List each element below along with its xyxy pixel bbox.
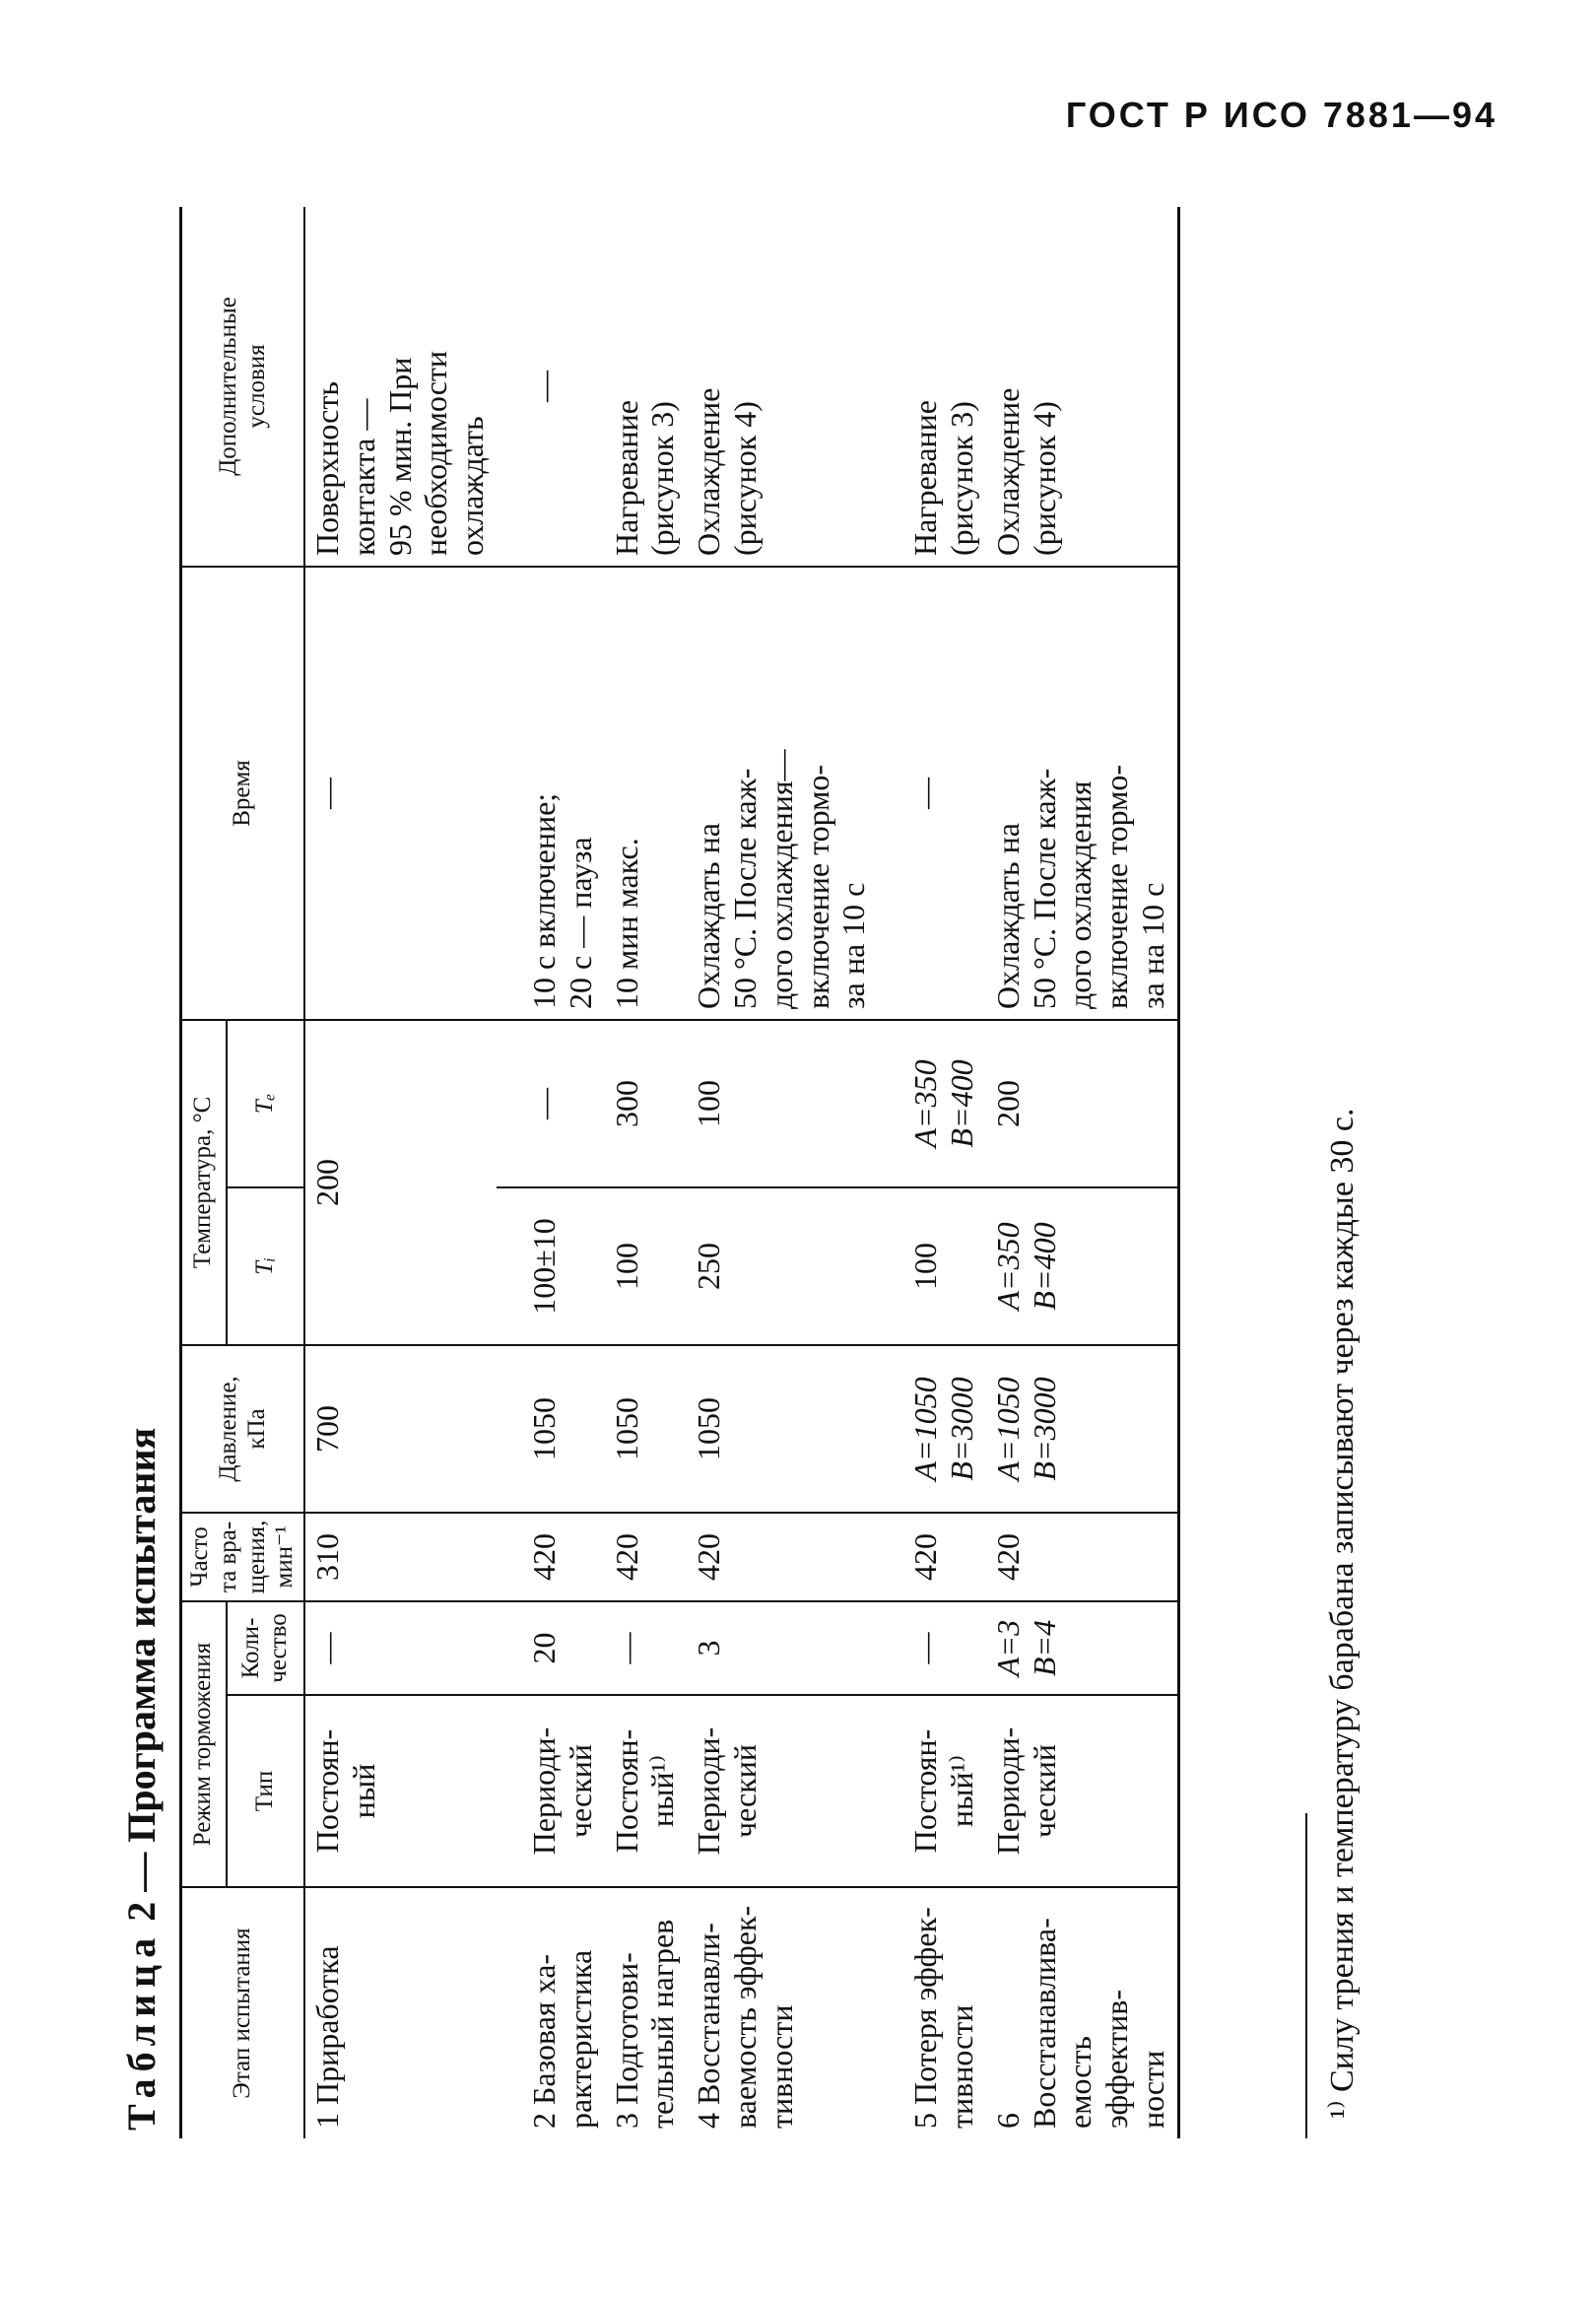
cell-pressure: A=1050 B=3000 [989, 1377, 1062, 1481]
table-footnote: ¹⁾ Силу трения и температуру барабана записывают через каждые 30 с. [1324, 1108, 1361, 2119]
document-header: ГОСТ Р ИСО 7881—94 [1065, 95, 1497, 135]
col-pressure-header: Давление, кПа [181, 1345, 305, 1513]
cell-type: Периоди- ческий [691, 1726, 763, 1856]
cell-time: — [907, 777, 944, 809]
footnote-separator [1305, 1813, 1307, 2138]
cell-count: A=3 B=4 [989, 1619, 1062, 1677]
cell-pressure: 1050 [525, 1396, 562, 1460]
table-row [687, 207, 878, 2138]
cell-ti: 200 [309, 1158, 345, 1206]
col-mode-count-header: Коли- чество [227, 1601, 304, 1695]
table-row [986, 207, 1178, 2138]
col-temp-te-header: Tₑ [227, 1020, 304, 1187]
col-temp-ti-header: Tᵢ [227, 1187, 304, 1345]
cell-stage: 4 Восстанавли- ваемость эффек- тивности [691, 1905, 799, 2129]
rotated-table-page [118, 197, 1419, 2138]
col-temp-group-header: Температура, °C [181, 1020, 227, 1345]
cell-extra: Поверхность контакта — 95 % мин. При необходимости охлаждать [309, 350, 491, 556]
cell-te: A=350 B=400 [907, 1059, 979, 1148]
cell-type: Периоди- ческий [989, 1726, 1062, 1856]
col-mode-group-header: Режим торможения [181, 1601, 227, 1887]
cell-extra: Нагревание (рисунок 3) [608, 400, 681, 556]
cell-extra: — [525, 370, 562, 402]
cell-type: Постоян- ный¹⁾ [608, 1728, 681, 1854]
cell-stage: 2 Базовая ха- рактеристика [525, 1949, 598, 2129]
cell-ti: 100±10 [525, 1218, 562, 1315]
test-program-table [179, 207, 1180, 2138]
cell-ti: 100 [907, 1242, 944, 1290]
table-row [497, 207, 605, 2138]
col-stage-header: Этап испытания [181, 1887, 305, 2138]
cell-extra: Охлаждение (рисунок 4) [691, 387, 763, 556]
cell-time: Охлаждать на 50 °C. После каж- дого охлаждения включение тормо- за на 10 с [989, 764, 1170, 1009]
cell-stage: 5 Потеря эффек- тивности [907, 1907, 979, 2129]
table-row [605, 207, 688, 2138]
cell-extra: Нагревание (рисунок 3) [907, 400, 979, 556]
cell-time: — [309, 777, 345, 809]
cell-type: Периоди- ческий [525, 1726, 598, 1856]
cell-freq: 310 [309, 1532, 345, 1581]
cell-te: 100 [691, 1079, 727, 1127]
cell-time: Охлаждать на 50 °C. После каж- дого охлаждения— включение тормо- за на 10 с [691, 749, 872, 1009]
cell-count: — [309, 1632, 345, 1664]
cell-count: — [608, 1632, 644, 1664]
cell-ti: A=350 B=400 [989, 1222, 1062, 1311]
cell-count: — [907, 1632, 944, 1664]
cell-freq: 420 [989, 1532, 1026, 1581]
col-freq-header: Часто та вра- щения, мин⁻¹ [181, 1513, 305, 1601]
cell-type: Постоян- ный¹⁾ [907, 1728, 979, 1854]
cell-pressure: 1050 [608, 1396, 644, 1460]
cell-pressure: 700 [309, 1404, 345, 1453]
cell-freq: 420 [525, 1532, 562, 1581]
cell-stage: 1 Приработка [309, 1945, 345, 2129]
cell-ti: 100 [608, 1242, 644, 1290]
table-caption [118, 1428, 165, 2131]
cell-freq: 420 [691, 1532, 727, 1581]
cell-te: 200 [989, 1079, 1026, 1127]
cell-freq: 420 [608, 1532, 644, 1581]
cell-freq: 420 [907, 1532, 944, 1581]
table-row [304, 207, 497, 2138]
cell-te: — [525, 1087, 562, 1119]
cell-type: Постоян- ный [309, 1728, 381, 1854]
cell-extra: Охлаждение (рисунок 4) [989, 387, 1062, 556]
cell-time: 10 с включение; 20 с — пауза [525, 792, 598, 1009]
cell-time: 10 мин макс. [608, 838, 644, 1009]
cell-pressure: 1050 [691, 1396, 727, 1460]
cell-te: 300 [608, 1079, 644, 1127]
table-row [878, 207, 986, 2138]
cell-count: 3 [691, 1640, 727, 1657]
table-caption-label: Таблица [119, 1930, 164, 2131]
cell-count: 20 [525, 1632, 562, 1664]
col-time-header: Время [181, 567, 305, 1020]
col-extra-header: Дополнительные условия [181, 207, 305, 567]
cell-stage: 6 Восстанавлива- емость эффектив- ности [989, 1918, 1170, 2129]
table-caption-title: 2 — Программа испытания [119, 1427, 164, 1922]
cell-ti: 250 [691, 1242, 727, 1290]
cell-pressure: A=1050 B=3000 [907, 1377, 979, 1481]
cell-stage: 3 Подготови- тельный нагрев [608, 1919, 681, 2129]
col-mode-type-header: Тип [227, 1695, 304, 1887]
